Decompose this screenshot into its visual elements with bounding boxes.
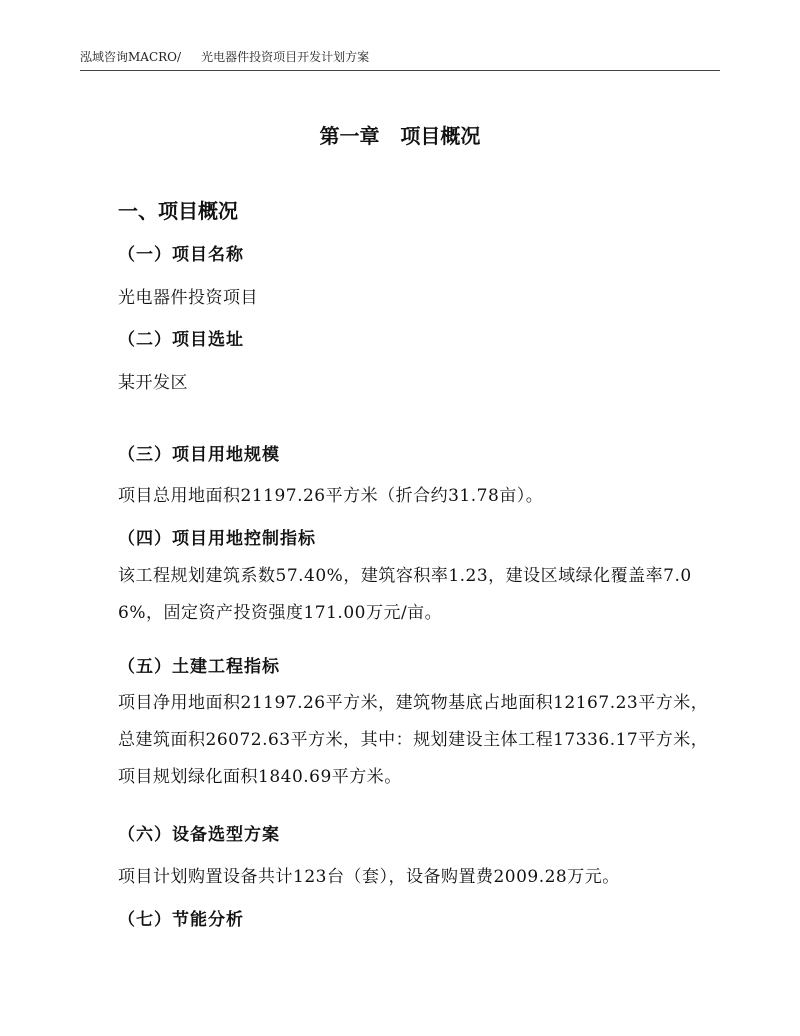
text-land-scale: 项目总用地面积21197.26平方米（折合约31.78亩）。 bbox=[118, 486, 544, 506]
text-civil-works: 项目净用地面积21197.26平方米，建筑物基底占地面积12167.23平方米，总建筑面积26072.63平方米，其中：规划建设主体工程17336.17平方米，项目规划绿化面积1840.69平方米。 bbox=[118, 693, 709, 787]
text-project-site: 某开发区 bbox=[118, 373, 188, 393]
text-land-control: 该工程规划建筑系数57.40%，建筑容积率1.23，建设区域绿化覆盖率7.06%，固定资产投资强度171.00万元/亩。 bbox=[118, 566, 692, 623]
text-project-name: 光电器件投资项目 bbox=[118, 288, 258, 308]
heading-land-control: （四）项目用地控制指标 bbox=[118, 529, 316, 549]
heading-land-scale: （三）项目用地规模 bbox=[118, 445, 280, 465]
heading-energy-analysis: （七）节能分析 bbox=[118, 910, 244, 930]
header-doc-title: 光电器件投资项目开发计划方案 bbox=[201, 50, 370, 64]
heading-civil-works: （五）土建工程指标 bbox=[118, 657, 280, 677]
heading-project-name: （一）项目名称 bbox=[118, 245, 244, 265]
section-title: 一、项目概况 bbox=[118, 199, 238, 223]
heading-equipment: （六）设备选型方案 bbox=[118, 825, 280, 845]
header-company: 泓域咨询MACRO/ bbox=[80, 50, 182, 64]
text-equipment: 项目计划购置设备共计123台（套），设备购置费2009.28万元。 bbox=[118, 867, 620, 887]
header-divider bbox=[80, 70, 720, 71]
chapter-title: 第一章 项目概况 bbox=[319, 124, 481, 148]
heading-project-site: （二）项目选址 bbox=[118, 330, 244, 350]
page-header bbox=[80, 48, 369, 65]
